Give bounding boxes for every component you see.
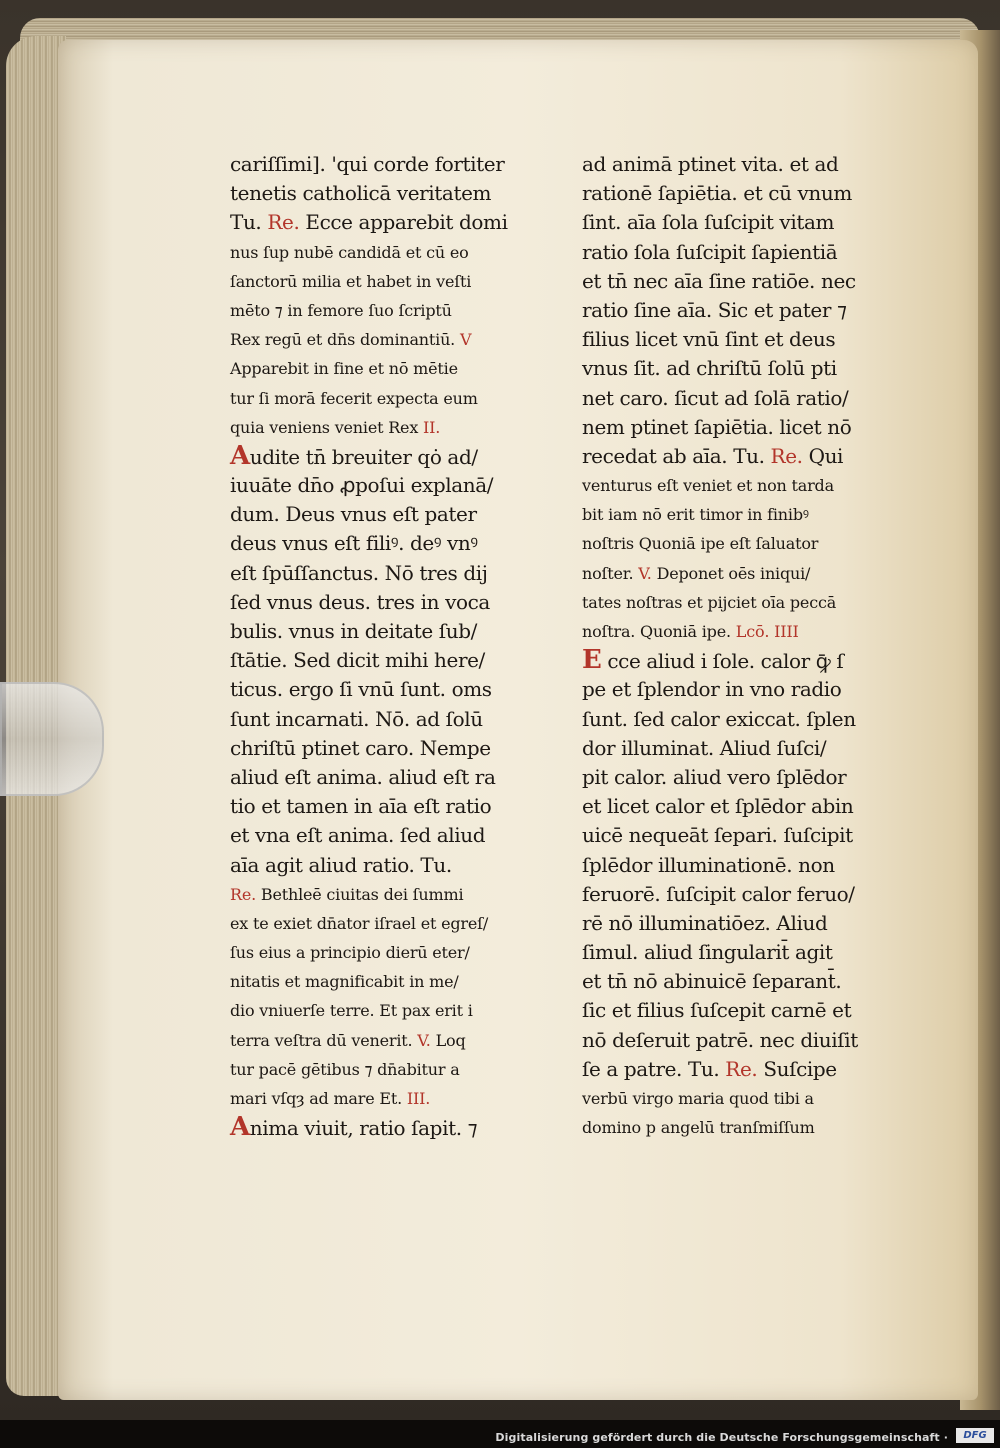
text-line bbox=[230, 413, 555, 442]
text-line bbox=[582, 1026, 907, 1055]
initial-letter: A bbox=[230, 440, 250, 471]
text-line bbox=[230, 559, 555, 588]
rubric-text: II. bbox=[423, 417, 441, 437]
body-text: ad animā ptinet vita. et ad bbox=[582, 152, 839, 176]
text-line bbox=[582, 792, 907, 821]
body-text: Apparebit in fine et nō mētie bbox=[230, 359, 458, 379]
text-line bbox=[230, 442, 555, 471]
body-text: ſanctorū milia et habet in veſti bbox=[230, 271, 472, 291]
text-line bbox=[230, 996, 555, 1025]
text-line bbox=[582, 384, 907, 413]
body-text: Loq bbox=[430, 1030, 466, 1050]
text-line bbox=[582, 996, 907, 1025]
text-line bbox=[582, 880, 907, 909]
body-text: bit iam nō erit timor in finibꝰ bbox=[582, 505, 809, 525]
text-line bbox=[230, 792, 555, 821]
body-text: Bethleē ciuitas dei ſummi bbox=[256, 884, 464, 904]
text-line bbox=[230, 967, 555, 996]
body-text: cce aliud i ſole. calor ꝙ̄ ſ bbox=[601, 649, 844, 674]
body-text: ſunt. ſed calor exiccat. ſplen bbox=[582, 706, 856, 731]
body-text: bulis. vnus in deitate ſub/ bbox=[230, 619, 478, 643]
text-line bbox=[230, 1113, 555, 1142]
body-text: feruorē. ſuſcipit calor feruo/ bbox=[582, 881, 855, 906]
body-text: tur ſi morā fecerit expecta eum bbox=[230, 388, 478, 408]
rubric-text: V. bbox=[417, 1030, 431, 1050]
text-line bbox=[230, 1084, 555, 1113]
text-line bbox=[582, 938, 907, 967]
body-text: nem ptinet ſapiētia. licet nō bbox=[582, 414, 852, 439]
body-text: Ecce apparebit domi bbox=[299, 210, 508, 235]
body-text: nus ſup nubē candidā et cū eo bbox=[230, 242, 469, 262]
body-text: verbū virgo maria quod tibi a bbox=[582, 1089, 814, 1108]
initial-letter: E bbox=[582, 645, 602, 676]
text-line bbox=[230, 384, 555, 413]
text-line bbox=[230, 208, 555, 237]
text-line bbox=[230, 325, 555, 354]
page-clip bbox=[0, 682, 104, 796]
body-text: quia veniens veniet Rex bbox=[230, 417, 424, 437]
initial-letter: A bbox=[230, 1112, 250, 1143]
text-line bbox=[230, 179, 555, 208]
rubric-text: Re. bbox=[267, 210, 300, 235]
body-text: ſtātie. Sed dicit mihi here/ bbox=[230, 648, 485, 673]
text-line bbox=[582, 1084, 907, 1113]
text-line bbox=[230, 880, 555, 909]
body-text: eſt ſpūſſanctus. Nō tres dij bbox=[230, 560, 488, 585]
text-line bbox=[230, 1055, 555, 1084]
body-text: aīa agit aliud ratio. Tu. bbox=[230, 852, 452, 877]
text-line bbox=[230, 354, 555, 383]
text-line bbox=[230, 150, 555, 179]
body-text: nima viuit, ratio ſapit. ⁊ bbox=[249, 1116, 478, 1141]
body-text: nō deſeruit patrē. nec diuiſit bbox=[582, 1027, 858, 1052]
body-text: tates noſtras et pijciet oīa peccā bbox=[582, 592, 837, 612]
text-line bbox=[230, 588, 555, 617]
text-line bbox=[582, 675, 907, 704]
text-line bbox=[582, 442, 907, 471]
footer-bar bbox=[0, 1420, 1000, 1448]
body-text: tur pacē gētibus ⁊ dn̄abitur a bbox=[230, 1059, 460, 1079]
body-text: nitatis et magnificabit in me/ bbox=[230, 972, 459, 992]
text-line bbox=[582, 1113, 907, 1142]
text-line bbox=[230, 296, 555, 325]
body-text: iuuāte dn̄o ꝓpoſui explanā/ bbox=[230, 473, 494, 498]
text-line bbox=[582, 617, 907, 646]
body-text: deus vnus eſt filiꝰ. deꝰ vnꝰ bbox=[230, 531, 478, 556]
body-text: ratio ſine aīa. Sic et pater ⁊ bbox=[582, 297, 847, 322]
text-line bbox=[582, 851, 907, 880]
body-text: dio vniuerſe terre. Et pax erit i bbox=[230, 1001, 473, 1021]
text-line bbox=[230, 705, 555, 734]
text-line bbox=[582, 734, 907, 763]
body-text: Rex regū et dn̄s dominantiū. bbox=[230, 330, 460, 350]
body-text: pit calor. aliud vero ſplēdor bbox=[582, 764, 847, 789]
rubric-text: Re. bbox=[725, 1056, 758, 1081]
body-text: uicē nequeāt ſepari. ſuſcipit bbox=[582, 823, 853, 848]
body-text: tenetis catholicā veritatem bbox=[230, 181, 492, 206]
text-line bbox=[582, 150, 907, 179]
body-text: vnus ſit. ad chriſtū ſolū pti bbox=[582, 356, 837, 381]
text-line bbox=[230, 851, 555, 880]
text-line bbox=[582, 325, 907, 354]
body-text: Suſcipe bbox=[757, 1056, 837, 1081]
rubric-text: V bbox=[459, 330, 472, 350]
body-text: rē nō illuminatiōez. Aliud bbox=[582, 910, 828, 935]
rubric-text: Lcō. IIII bbox=[735, 622, 799, 641]
text-line bbox=[230, 529, 555, 558]
rubric-text: III. bbox=[406, 1089, 431, 1108]
text-line bbox=[582, 296, 907, 325]
body-text: pe et ſplendor in vno radio bbox=[582, 677, 842, 702]
text-line bbox=[582, 705, 907, 734]
body-text: terra veſtra dū venerit. bbox=[230, 1030, 418, 1050]
text-line bbox=[582, 354, 907, 383]
body-text: ex te exiet dn̄ator iſrael et egreſ/ bbox=[230, 913, 489, 933]
text-column-right bbox=[582, 150, 907, 1142]
body-text: Tu. bbox=[230, 210, 268, 235]
text-line bbox=[582, 500, 907, 529]
body-text: ſed vnus deus. tres in voca bbox=[230, 589, 490, 614]
body-text: ſplēdor illuminationē. non bbox=[582, 852, 835, 877]
text-line bbox=[582, 763, 907, 792]
body-text: ſe a patre. Tu. bbox=[582, 1056, 726, 1081]
body-text: mēto ⁊ in femore ſuo ſcriptū bbox=[230, 300, 452, 320]
body-text: rationē ſapiētia. et cū vnum bbox=[582, 181, 852, 206]
text-line bbox=[230, 617, 555, 646]
text-line bbox=[582, 967, 907, 996]
text-line bbox=[230, 471, 555, 500]
rubric-text: Re. bbox=[770, 443, 803, 468]
body-text: ſint. aīa ſola ſuſcipit vitam bbox=[582, 210, 835, 235]
text-line bbox=[230, 238, 555, 267]
body-text: et vna eſt anima. ſed aliud bbox=[230, 823, 486, 848]
text-line bbox=[230, 821, 555, 850]
text-line bbox=[582, 646, 907, 675]
text-line bbox=[582, 1055, 907, 1084]
body-text: dor illuminat. Aliud ſuſci/ bbox=[582, 735, 827, 760]
text-line bbox=[582, 179, 907, 208]
text-line bbox=[230, 1026, 555, 1055]
text-line bbox=[582, 238, 907, 267]
text-line bbox=[230, 675, 555, 704]
body-text: ſic et filius ſuſcepit carnē et bbox=[582, 998, 852, 1023]
text-line bbox=[582, 267, 907, 296]
body-text: Deponet oēs iniqui/ bbox=[651, 563, 811, 583]
body-text: ſimul. aliud ſingularit̄ agit bbox=[582, 940, 833, 965]
body-text: net caro. ſicut ad ſolā ratio/ bbox=[582, 385, 849, 410]
body-text: chriſtū ptinet caro. Nempe bbox=[230, 735, 491, 760]
text-line bbox=[582, 909, 907, 938]
body-text: filius licet vnū ſint et deus bbox=[582, 327, 836, 352]
text-column-left bbox=[230, 150, 555, 1142]
text-line bbox=[582, 413, 907, 442]
dfg-logo: DFG bbox=[956, 1428, 994, 1443]
body-text: ticus. ergo ſi vnū ſunt. oms bbox=[230, 677, 492, 702]
body-text: Qui bbox=[802, 443, 844, 468]
text-line bbox=[230, 267, 555, 296]
funding-credit: Digitalisierung gefördert durch die Deutsche Forschungsgemeinschaft · bbox=[495, 1431, 948, 1444]
body-text: recedat ab aīa. Tu. bbox=[582, 443, 771, 468]
body-text: venturus eſt veniet et non tarda bbox=[582, 476, 834, 496]
body-text: et licet calor et ſplēdor abin bbox=[582, 794, 854, 819]
body-text: dum. Deus vnus eſt pater bbox=[230, 502, 477, 527]
text-line bbox=[582, 588, 907, 617]
body-text: mari vſqȝ ad mare Et. bbox=[230, 1089, 407, 1108]
rubric-text: V. bbox=[638, 563, 652, 583]
rubric-text: Re. bbox=[230, 884, 257, 904]
text-line bbox=[230, 938, 555, 967]
text-line bbox=[230, 734, 555, 763]
body-text: noſter. bbox=[582, 563, 639, 583]
body-text: et tn̄ nec aīa ſine ratiōe. nec bbox=[582, 268, 856, 293]
body-text: aliud eſt anima. aliud eſt ra bbox=[230, 764, 496, 789]
text-line bbox=[582, 471, 907, 500]
text-line bbox=[582, 821, 907, 850]
body-text: tio et tamen in aīa eſt ratio bbox=[230, 794, 492, 819]
body-text: cariſſimi]. 'qui corde fortiter bbox=[230, 152, 505, 176]
body-text: noſtris Quoniā ipe eſt ſaluator bbox=[582, 534, 819, 554]
text-line bbox=[582, 529, 907, 558]
body-text: et tn̄ nō abinuicē ſeparant̄. bbox=[582, 969, 842, 994]
body-text: ſunt incarnati. Nō. ad ſolū bbox=[230, 706, 483, 731]
text-line bbox=[230, 909, 555, 938]
text-line bbox=[230, 500, 555, 529]
text-line bbox=[230, 763, 555, 792]
body-text: udite tn̄ breuiter qȯ ad/ bbox=[249, 444, 478, 469]
body-text: noſtra. Quoniā ipe. bbox=[582, 622, 736, 641]
body-text: ſus eius a principio dierū eter/ bbox=[230, 943, 470, 963]
text-line bbox=[230, 646, 555, 675]
text-line bbox=[582, 208, 907, 237]
text-line bbox=[582, 559, 907, 588]
body-text: domino p angelū tranſmiſſum bbox=[582, 1118, 815, 1138]
body-text: ratio ſola ſuſcipit ſapientiā bbox=[582, 239, 838, 264]
